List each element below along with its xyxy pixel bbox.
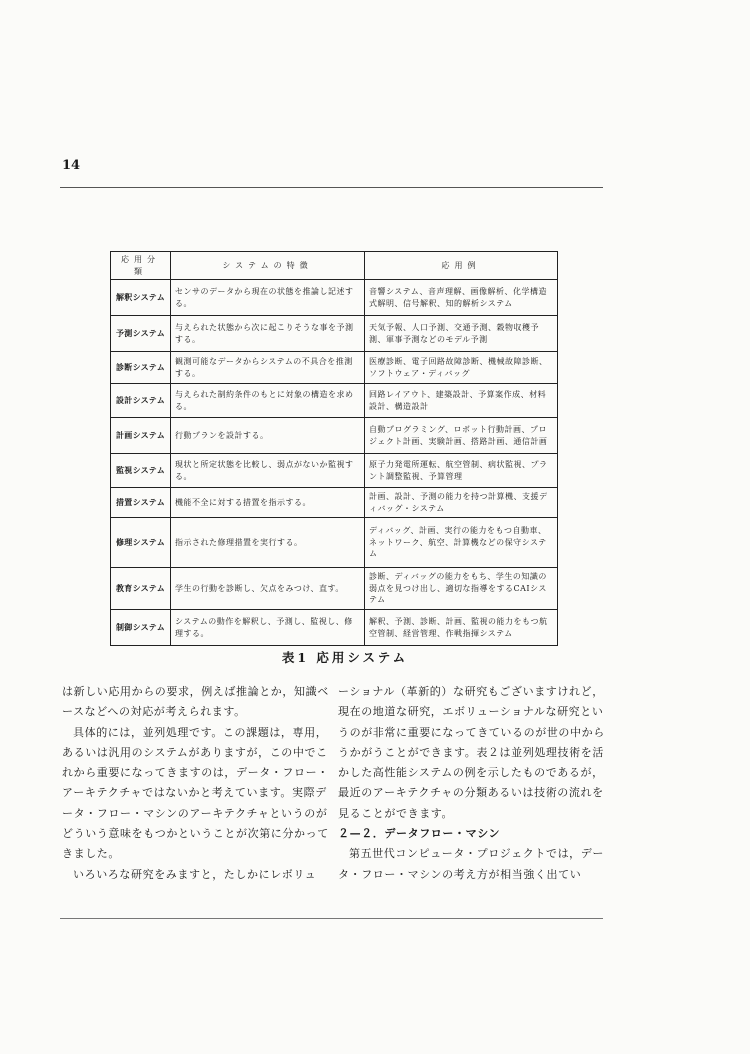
row-feature: 観測可能なデータからシステムの不具合を推測する。 (171, 352, 365, 384)
row-feature: 与えられた制約条件のもとに対象の構造を求める。 (171, 384, 365, 418)
row-category: 制御システム (111, 610, 171, 646)
body-paragraph: いろいろな研究をみますと，たしかにレボリュ (73, 867, 317, 881)
row-examples: ディバッグ、計画、実行の能力をもつ自動車、ネットワーク、航空、計算機などの保守システム (365, 518, 558, 568)
row-examples: 原子力発電所運転、航空管制、病状監視、プラント調整監視、予算管理 (365, 454, 558, 488)
section-heading: ２—２．データフロー・マシン (338, 827, 501, 841)
row-feature: 指示された修理措置を実行する。 (171, 518, 365, 568)
page-number: 14 (62, 158, 81, 173)
row-feature: 与えられた状態から次に起こりそうな事を予測する。 (171, 316, 365, 352)
bottom-rule (60, 918, 603, 919)
table-header-row (111, 252, 558, 280)
row-category: 監視システム (111, 454, 171, 488)
table-row (111, 384, 558, 418)
row-examples: 解釈、予測、診断、計画、監視の能力をもつ航空管制、経営管理、作戦指揮システム (365, 610, 558, 646)
table-caption: 表1 応用システム (281, 650, 409, 665)
table-row (111, 568, 558, 610)
row-category: 措置システム (111, 488, 171, 518)
row-examples: 音響システム、音声理解、画像解析、化学構造式解明、信号解釈、知的解析システム (365, 280, 558, 316)
row-feature: システムの動作を解釈し、予測し、監視し、修理する。 (171, 610, 365, 646)
row-examples: 計画、設計、予測の能力を持つ計算機、支援ディバッグ・システム (365, 488, 558, 518)
row-category: 予測システム (111, 316, 171, 352)
body-paragraph: は新しい応用からの要求，例えば推論とか，知識ベースなどへの対応が考えられます。 (62, 685, 329, 719)
header-category: 応用分類 (111, 252, 171, 280)
table-row (111, 352, 558, 384)
applications-table (110, 251, 558, 646)
table-row (111, 418, 558, 454)
header-feature: システムの特徴 (171, 252, 365, 280)
table-row (111, 316, 558, 352)
row-examples: 回路レイアウト、建築設計、予算案作成、材料設計、構造設計 (365, 384, 558, 418)
table-row (111, 610, 558, 646)
row-feature: 機能不全に対する措置を指示する。 (171, 488, 365, 518)
row-feature: センサのデータから現在の状態を推論し記述する。 (171, 280, 365, 316)
table-row (111, 518, 558, 568)
row-feature: 現状と所定状態を比較し、弱点がないか監視する。 (171, 454, 365, 488)
row-feature: 行動プランを設計する。 (171, 418, 365, 454)
row-examples: 天気予報、人口予測、交通予測、穀物収穫予測、軍事予測などのモデル予測 (365, 316, 558, 352)
row-category: 診断システム (111, 352, 171, 384)
body-column-right (338, 682, 613, 885)
row-category: 計画システム (111, 418, 171, 454)
row-examples: 自動プログラミング、ロボット行動計画、プロジェクト計画、実験計画、搭路計画、通信計画 (365, 418, 558, 454)
row-category: 設計システム (111, 384, 171, 418)
table-row (111, 454, 558, 488)
body-paragraph: ーショナル（革新的）な研究もございますけれど，現在の地道な研究，エボリューショナルな研究というのが非常に重要になってきているのが世の中からうかがうことができます。表２は並列処理技術を活かした高性能システムの例を示したものであるが，最近のアーキテクチャの分類あるいは技術の流れを見ることができます。 (338, 685, 605, 820)
row-examples: 医療診断、電子回路故障診断、機械故障診断、ソフトウェア・ディバッグ (365, 352, 558, 384)
row-category: 修理システム (111, 518, 171, 568)
row-category: 教育システム (111, 568, 171, 610)
body-paragraph: 具体的には，並列処理です。この課題は，専用，あるいは汎用のシステムがありますが，この中でこれから重要になってきますのは，データ・フロー・アーキテクチャではないかと考えています。実際データ・フロー・マシンのアーキテクチャというのがどういう意味をもつかということが次第に分かってきました。 (62, 725, 329, 861)
row-feature: 学生の行動を診断し、欠点をみつけ、直す。 (171, 568, 365, 610)
body-column-left (62, 682, 337, 885)
table-row (111, 280, 558, 316)
table-row (111, 488, 558, 518)
row-examples: 診断、ディバッグの能力をもち、学生の知識の弱点を見つけ出し、適切な指導をするCAIシステム (365, 568, 558, 610)
header-examples: 応用例 (365, 252, 558, 280)
row-category: 解釈システム (111, 280, 171, 316)
body-paragraph: 第五世代コンピュータ・プロジェクトでは，データ・フロー・マシンの考え方が相当強く出てい (338, 847, 604, 881)
top-rule (60, 187, 603, 188)
